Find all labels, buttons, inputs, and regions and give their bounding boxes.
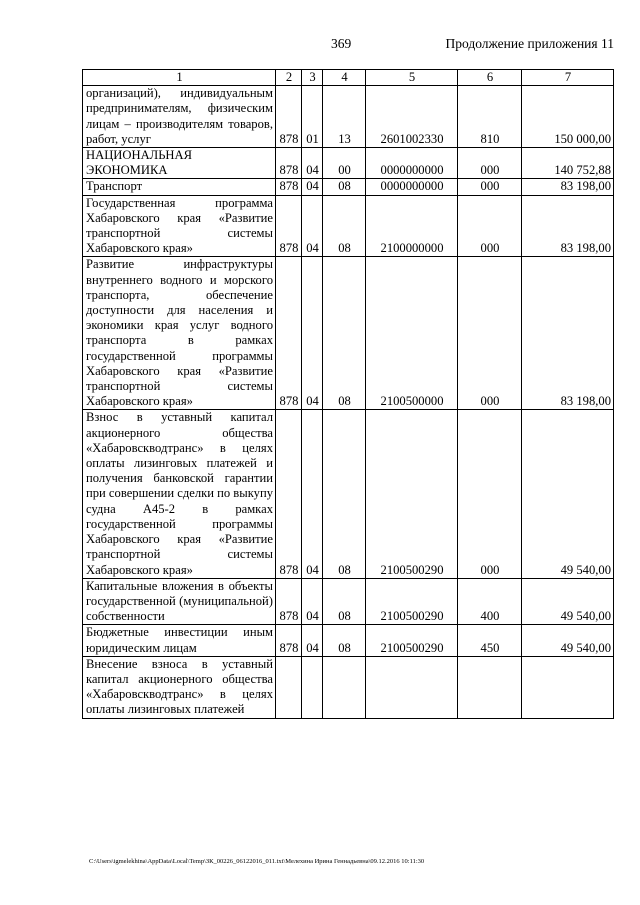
item-name: Транспорт [83,179,276,195]
section-code: 01 [302,86,323,148]
ministry-code: 878 [276,410,302,578]
amount: 49 540,00 [522,410,614,578]
amount: 83 198,00 [522,257,614,410]
subsection-code: 08 [323,179,366,195]
subsection-code: 13 [323,86,366,148]
expense-type-code: 000 [458,195,522,257]
table-row [83,625,614,656]
item-name: Развитие инфраструктуры внутреннего водного и морского транспорта, обеспечение доступности для населения и экономики края услуг водного транспорта в рамках государственной программы Хабаровского края «Развитие транспортной системы Хабаровского края» [83,257,276,410]
target-item-code: 0000000000 [366,148,458,179]
column-header: 2 [276,70,302,86]
column-header: 1 [83,70,276,86]
subsection-code: 08 [323,257,366,410]
expense-type-code: 000 [458,257,522,410]
section-code [302,656,323,718]
amount: 83 198,00 [522,195,614,257]
subsection-code: 08 [323,410,366,578]
amount: 150 000,00 [522,86,614,148]
footer-file-path: C:\Users\igmelekhina\AppData\Local\Temp\ЗК_00226_06122016_011.txt\Мелехина Ирина Геннадьевна\09.12.2016 10:11:30 [89,858,425,865]
table-row [83,257,614,410]
table-row [83,179,614,195]
ministry-code: 878 [276,179,302,195]
ministry-code: 878 [276,195,302,257]
table-row [83,148,614,179]
expense-type-code: 000 [458,410,522,578]
expense-type-code [458,656,522,718]
subsection-code: 00 [323,148,366,179]
amount: 140 752,88 [522,148,614,179]
section-code: 04 [302,578,323,625]
table-row [83,410,614,578]
target-item-code: 0000000000 [366,179,458,195]
amount: 49 540,00 [522,625,614,656]
amount: 49 540,00 [522,578,614,625]
column-header: 3 [302,70,323,86]
page-number: 369 [331,36,352,51]
amount: 83 198,00 [522,179,614,195]
column-header: 7 [522,70,614,86]
expense-type-code: 450 [458,625,522,656]
header-row [83,70,614,86]
ministry-code: 878 [276,86,302,148]
table-row [83,656,614,718]
item-name: Внесение взноса в уставный капитал акционерного общества «Хабаровскводтранс» в целях оплаты лизинговых платежей [83,656,276,718]
appendix-label: Продолжение приложения 11 [445,36,614,51]
ministry-code: 878 [276,257,302,410]
target-item-code: 2601002330 [366,86,458,148]
ministry-code: 878 [276,625,302,656]
target-item-code: 2100500000 [366,257,458,410]
item-name: Капитальные вложения в объекты государственной (муниципальной) собственности [83,578,276,625]
item-name: Государственная программа Хабаровского края «Развитие транспортной системы Хабаровского края» [83,195,276,257]
item-name: Взнос в уставный капитал акционерного общества «Хабаровскводтранс» в целях оплаты лизинговых платежей и получения банковской гарантии при совершении сделки по выкупу судна А45-2 в рамках государственной программы Хабаровского края «Развитие транспортной системы Хабаровского края» [83,410,276,578]
section-code: 04 [302,148,323,179]
subsection-code: 08 [323,578,366,625]
target-item-code: 2100500290 [366,410,458,578]
table-row [83,195,614,257]
amount [522,656,614,718]
section-code: 04 [302,257,323,410]
target-item-code: 2100000000 [366,195,458,257]
subsection-code: 08 [323,195,366,257]
column-header: 5 [366,70,458,86]
item-name: организаций), индивидуальным предпринимателям, физическим лицам – производителям товаров, работ, услуг [83,86,276,148]
budget-table [82,69,614,719]
expense-type-code: 400 [458,578,522,625]
subsection-code: 08 [323,625,366,656]
ministry-code: 878 [276,578,302,625]
column-header: 4 [323,70,366,86]
section-code: 04 [302,179,323,195]
table-row [83,86,614,148]
item-name: НАЦИОНАЛЬНАЯ ЭКОНОМИКА [83,148,276,179]
table-row [83,578,614,625]
section-code: 04 [302,410,323,578]
target-item-code: 2100500290 [366,578,458,625]
expense-type-code: 000 [458,179,522,195]
ministry-code [276,656,302,718]
target-item-code: 2100500290 [366,625,458,656]
expense-type-code: 810 [458,86,522,148]
column-header: 6 [458,70,522,86]
section-code: 04 [302,195,323,257]
section-code: 04 [302,625,323,656]
expense-type-code: 000 [458,148,522,179]
item-name: Бюджетные инвестиции иным юридическим лицам [83,625,276,656]
ministry-code: 878 [276,148,302,179]
subsection-code [323,656,366,718]
target-item-code [366,656,458,718]
